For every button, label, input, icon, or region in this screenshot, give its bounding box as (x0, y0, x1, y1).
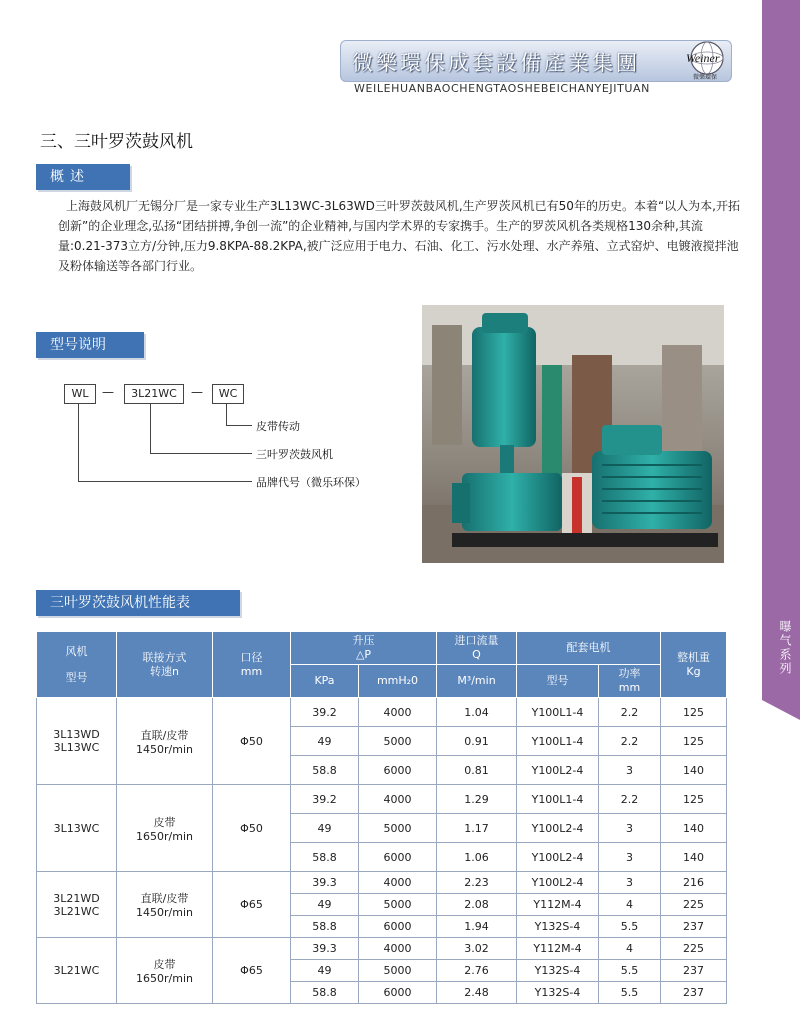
cell-motor-model: Y132S-4 (517, 916, 599, 938)
model-dash-2: — (191, 385, 203, 399)
model-code-drive: WC (212, 384, 244, 404)
logo-text: Weiner (686, 51, 720, 65)
cell-mmh2o: 4000 (359, 938, 437, 960)
cell-weight: 237 (661, 982, 727, 1004)
cell-motor-model: Y100L2-4 (517, 756, 599, 785)
header-kpa: KPa (291, 665, 359, 698)
model-code-brand: WL (64, 384, 96, 404)
cell-flow: 1.06 (437, 843, 517, 872)
overview-tag: 概述 (36, 164, 130, 190)
cell-motor-model: Y100L2-4 (517, 843, 599, 872)
group-model: 3L13WD 3L13WC (37, 698, 117, 785)
cell-kpa: 39.2 (291, 785, 359, 814)
cell-power: 3 (599, 872, 661, 894)
header-motor: 配套电机 (517, 632, 661, 665)
cell-power: 5.5 (599, 982, 661, 1004)
cell-flow: 2.76 (437, 960, 517, 982)
leader-drive-v (226, 404, 227, 426)
cell-flow: 1.29 (437, 785, 517, 814)
cell-motor-model: Y100L1-4 (517, 785, 599, 814)
header-drive (117, 632, 213, 698)
header-weight-label: 整机重 (677, 650, 710, 664)
header-flow (437, 632, 517, 665)
header-power-label: 功率 (618, 667, 641, 680)
cell-flow: 1.94 (437, 916, 517, 938)
header-bore-unit: mm (240, 664, 263, 678)
cell-motor-model: Y112M-4 (517, 938, 599, 960)
cell-power: 5.5 (599, 916, 661, 938)
header-pressure-symbol: △P (355, 648, 372, 661)
cell-mmh2o: 6000 (359, 916, 437, 938)
cell-motor-model: Y100L1-4 (517, 698, 599, 727)
header-bore (213, 632, 291, 698)
cell-kpa: 58.8 (291, 916, 359, 938)
cell-flow: 2.23 (437, 872, 517, 894)
group-drive: 直联/皮带 1450r/min (117, 698, 213, 785)
leader-brand-v (78, 404, 79, 482)
cell-power: 2.2 (599, 698, 661, 727)
cell-mmh2o: 6000 (359, 756, 437, 785)
cell-weight: 140 (661, 814, 727, 843)
cell-power: 4 (599, 938, 661, 960)
table-row (37, 698, 727, 727)
table-row (37, 872, 727, 894)
group-drive: 皮带 1650r/min (117, 785, 213, 872)
cell-flow: 2.08 (437, 894, 517, 916)
header-mmh2o: mmH₂0 (359, 665, 437, 698)
company-logo (682, 38, 732, 82)
cell-motor-model: Y112M-4 (517, 894, 599, 916)
cell-mmh2o: 4000 (359, 785, 437, 814)
header-weight-unit: Kg (686, 664, 701, 678)
cell-weight: 237 (661, 960, 727, 982)
side-band (762, 0, 800, 700)
header-flow-unit: M³/min (437, 665, 517, 698)
cell-motor-model: Y100L1-4 (517, 727, 599, 756)
group-bore: Φ50 (213, 785, 291, 872)
cell-flow: 0.91 (437, 727, 517, 756)
header-fan-label: 风机 (65, 644, 88, 658)
header-drive-label: 联接方式 (142, 650, 187, 664)
cell-weight: 225 (661, 894, 727, 916)
leader-type-v (150, 404, 151, 454)
header-fan (37, 632, 117, 698)
header-flow-symbol: Q (472, 648, 481, 661)
cell-power: 3 (599, 756, 661, 785)
label-drive: 皮带传动 (256, 420, 300, 433)
cell-mmh2o: 5000 (359, 960, 437, 982)
leader-drive-h (226, 425, 252, 426)
cell-power: 5.5 (599, 960, 661, 982)
group-bore: Φ65 (213, 872, 291, 938)
cell-flow: 1.17 (437, 814, 517, 843)
label-type: 三叶罗茨鼓风机 (256, 448, 333, 461)
group-model: 3L21WD 3L21WC (37, 872, 117, 938)
company-title: 微樂環保成套設備產業集團 (352, 51, 640, 75)
header-power-unit: mm (618, 681, 641, 694)
group-model: 3L21WC (37, 938, 117, 1004)
cell-flow: 2.48 (437, 982, 517, 1004)
overview-text: 上海鼓风机厂无锡分厂是一家专业生产3L13WC-3L63WD三叶罗茨鼓风机,生产罗茨风机已有50年的历史。本着“以人为本,开拓创新”的企业理念,弘扬“团结拼搏,争创一流”的企业精神,与国内学术界的专家携手。生产的罗茨风机各类规格130余种,其流量:0.21-373立方/分钟,压力9.8KPA-88.2KPA,被广泛应用于电力、石油、化工、污水处理、水产养殖、立式窑炉、电镀液搅拌池及粉体输送等各部门行业。 (58, 199, 740, 273)
cell-mmh2o: 5000 (359, 727, 437, 756)
group-drive: 直联/皮带 1450r/min (117, 872, 213, 938)
leader-brand-h (78, 481, 252, 482)
group-drive: 皮带 1650r/min (117, 938, 213, 1004)
header-pressure-label: 升压 (352, 634, 375, 647)
table-row (37, 785, 727, 814)
cell-kpa: 58.8 (291, 843, 359, 872)
cell-power: 4 (599, 894, 661, 916)
cell-flow: 0.81 (437, 756, 517, 785)
header-speed-label: 转速n (150, 664, 179, 678)
cell-mmh2o: 4000 (359, 698, 437, 727)
cell-weight: 216 (661, 872, 727, 894)
cell-power: 3 (599, 814, 661, 843)
company-pinyin: WEILEHUANBAOCHENGTAOSHEBEICHANYEJITUAN (354, 82, 651, 95)
group-model: 3L13WC (37, 785, 117, 872)
cell-motor-model: Y100L2-4 (517, 872, 599, 894)
cell-mmh2o: 5000 (359, 814, 437, 843)
performance-table (36, 631, 727, 1004)
header-power (599, 665, 661, 698)
label-brand: 品牌代号（微乐环保） (256, 476, 366, 489)
header-pressure (291, 632, 437, 665)
cell-kpa: 39.3 (291, 938, 359, 960)
logo-subtext: 微樂環保 (693, 74, 718, 81)
group-bore: Φ50 (213, 698, 291, 785)
cell-kpa: 49 (291, 960, 359, 982)
cell-weight: 125 (661, 727, 727, 756)
group-bore: Φ65 (213, 938, 291, 1004)
cell-weight: 125 (661, 698, 727, 727)
cell-kpa: 49 (291, 894, 359, 916)
cell-mmh2o: 6000 (359, 982, 437, 1004)
cell-weight: 140 (661, 843, 727, 872)
side-label: 曝气系列 (778, 620, 792, 676)
header-bore-label: 口径 (240, 650, 263, 664)
header-fan-model: 型号 (65, 670, 88, 684)
leader-type-h (150, 453, 252, 454)
cell-motor-model: Y132S-4 (517, 960, 599, 982)
cell-kpa: 39.3 (291, 872, 359, 894)
cell-flow: 3.02 (437, 938, 517, 960)
performance-table-body (37, 698, 727, 1004)
cell-kpa: 39.2 (291, 698, 359, 727)
cell-kpa: 58.8 (291, 756, 359, 785)
header-flow-label: 进口流量 (454, 634, 499, 647)
cell-mmh2o: 5000 (359, 894, 437, 916)
cell-motor-model: Y100L2-4 (517, 814, 599, 843)
model-code-type: 3L21WC (124, 384, 184, 404)
cell-flow: 1.04 (437, 698, 517, 727)
cell-weight: 140 (661, 756, 727, 785)
model-tag: 型号说明 (36, 332, 144, 358)
blower-photo (422, 305, 724, 563)
cell-mmh2o: 6000 (359, 843, 437, 872)
section-title: 三、三叶罗茨鼓风机 (40, 132, 193, 152)
model-dash-1: — (102, 385, 114, 399)
cell-weight: 225 (661, 938, 727, 960)
header-motor-model: 型号 (517, 665, 599, 698)
side-band-point (762, 690, 800, 720)
cell-weight: 237 (661, 916, 727, 938)
table-tag: 三叶罗茨鼓风机性能表 (36, 590, 240, 616)
cell-power: 2.2 (599, 727, 661, 756)
cell-power: 3 (599, 843, 661, 872)
header-weight (661, 632, 727, 698)
cell-mmh2o: 4000 (359, 872, 437, 894)
cell-power: 2.2 (599, 785, 661, 814)
cell-motor-model: Y132S-4 (517, 982, 599, 1004)
cell-kpa: 49 (291, 727, 359, 756)
cell-kpa: 49 (291, 814, 359, 843)
cell-kpa: 58.8 (291, 982, 359, 1004)
table-row (37, 938, 727, 960)
cell-weight: 125 (661, 785, 727, 814)
